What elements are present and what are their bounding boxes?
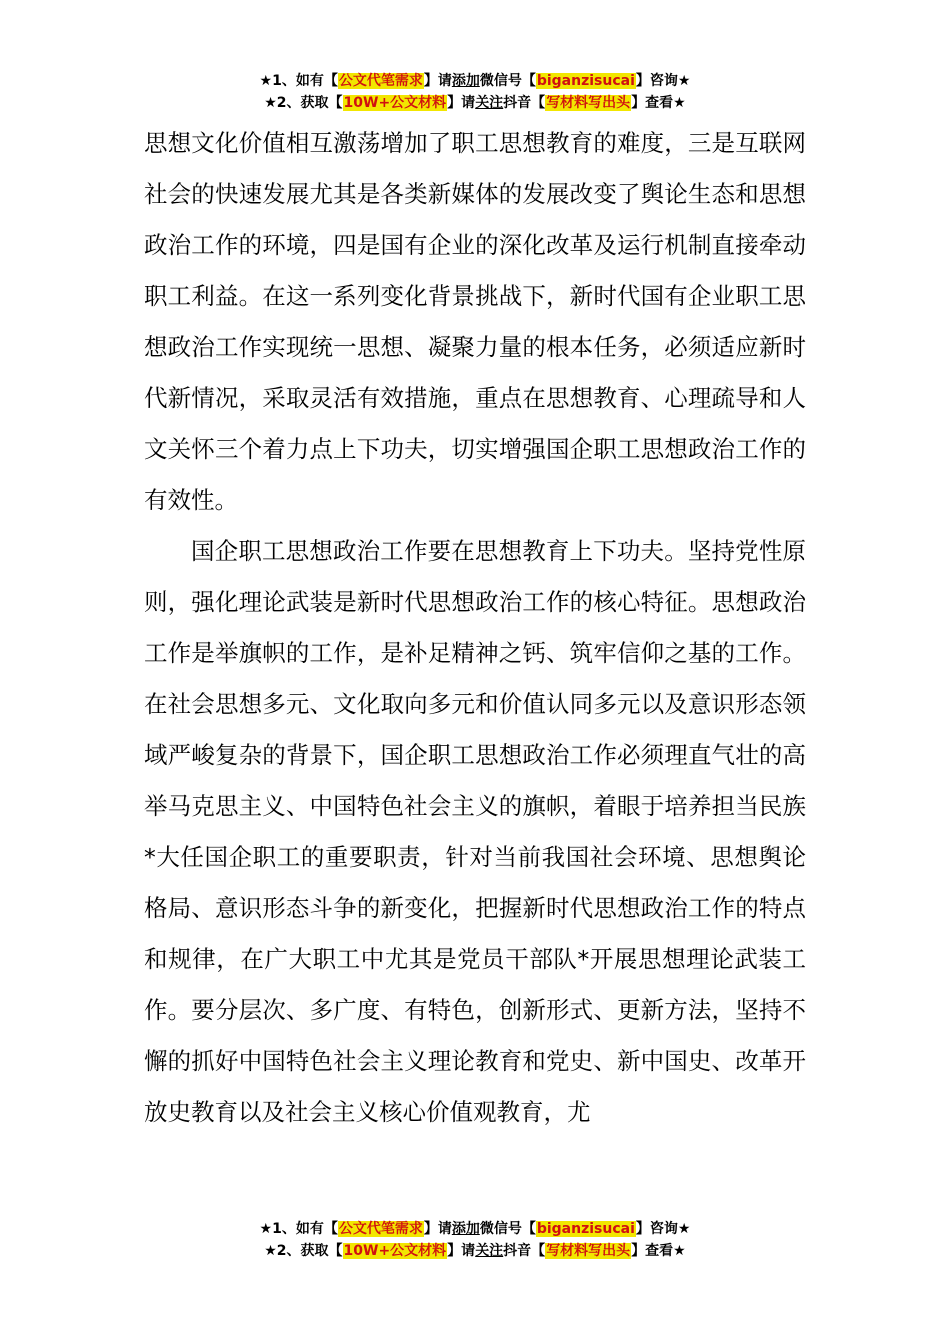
footer-banner-line-2 [0, 1240, 950, 1262]
banner-text: 微信号【 [479, 73, 536, 89]
header-banner [0, 70, 950, 114]
banner-text: ★2、获取【 [264, 1243, 343, 1259]
banner-text: 抖音【 [503, 1243, 546, 1259]
banner-underlined-add: 添加 [451, 1221, 480, 1237]
banner-text: ★2、获取【 [264, 95, 343, 111]
document-body [144, 118, 806, 1138]
banner-text: 】查看★ [631, 95, 686, 111]
banner-highlight-materials: 10W+公文材料 [343, 95, 447, 111]
banner-text: 抖音【 [503, 95, 546, 111]
header-banner-line-1 [0, 70, 950, 92]
banner-text: ★1、如有【 [259, 1221, 338, 1237]
banner-highlight-douyin: 写材料写出头 [546, 95, 631, 111]
banner-text: 】请 [447, 1243, 476, 1259]
banner-text: 】请 [423, 1221, 452, 1237]
header-banner-line-2 [0, 92, 950, 114]
footer-banner-line-1 [0, 1218, 950, 1240]
banner-text: 】咨询★ [635, 73, 691, 89]
paragraph-1: 思想文化价值相互激荡增加了职工思想教育的难度，三是互联网社会的快速发展尤其是各类新媒体的发展改变了舆论生态和思想政治工作的环境，四是国有企业的深化改革及运行机制直接牵动职工利益。在这一系列变化背景挑战下，新时代国有企业职工思想政治工作实现统一思想、凝聚力量的根本任务，必须适应新时代新情况，采取灵活有效措施，重点在思想教育、心理疏导和人文关怀三个着力点上下功夫，切实增强国企职工思想政治工作的有效性。 [144, 129, 806, 514]
banner-text: 】请 [423, 73, 452, 89]
banner-highlight-service: 公文代笔需求 [338, 1221, 423, 1237]
banner-text: ★1、如有【 [259, 73, 338, 89]
banner-text: 微信号【 [479, 1221, 536, 1237]
banner-highlight-materials: 10W+公文材料 [343, 1243, 447, 1259]
paragraph-2: 国企职工思想政治工作要在思想教育上下功夫。坚持党性原则，强化理论武装是新时代思想政治工作的核心特征。思想政治工作是举旗帜的工作，是补足精神之钙、筑牢信仰之基的工作。在社会思想多元、文化取向多元和价值认同多元以及意识形态领域严峻复杂的背景下，国企职工思想政治工作必须理直气壮的高举马克思主义、中国特色社会主义的旗帜，着眼于培养担当民族*大任国企职工的重要职责，针对当前我国社会环境、思想舆论格局、意识形态斗争的新变化，把握新时代思想政治工作的特点和规律，在广大职工中尤其是党员干部队*开展思想理论武装工作。要分层次、多广度、有特色，创新形式、更新方法，坚持不懈的抓好中国特色社会主义理论教育和党史、新中国史、改革开放史教育以及社会主义核心价值观教育，尤 [144, 537, 806, 1126]
banner-text: 】咨询★ [635, 1221, 691, 1237]
banner-underlined-follow: 关注 [475, 1243, 504, 1259]
banner-highlight-douyin: 写材料写出头 [546, 1243, 631, 1259]
banner-underlined-follow: 关注 [475, 95, 504, 111]
banner-highlight-wechat-id: biganzisucai [536, 1221, 635, 1237]
footer-banner [0, 1218, 950, 1262]
banner-text: 】查看★ [631, 1243, 686, 1259]
banner-highlight-service: 公文代笔需求 [338, 73, 423, 89]
banner-underlined-add: 添加 [451, 73, 480, 89]
banner-highlight-wechat-id: biganzisucai [536, 73, 635, 89]
banner-text: 】请 [447, 95, 476, 111]
